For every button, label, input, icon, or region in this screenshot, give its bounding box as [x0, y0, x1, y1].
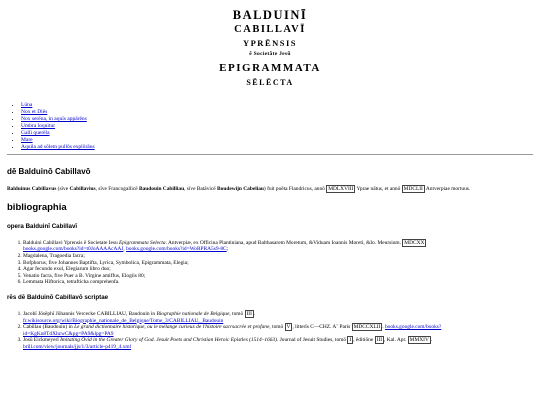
divider	[7, 154, 533, 155]
google-books-link[interactable]: books.google.com/books?id=t0JoAAAAcAAJ	[23, 246, 124, 253]
nav-link-luna[interactable]: Lūna	[21, 102, 33, 108]
google-books-link[interactable]: id=KgKn8TdXhzwC&pg=PA9&lpg=PA9	[23, 330, 114, 337]
bibliography-heading: bibliographia	[7, 202, 67, 214]
nav-link-galli[interactable]: Gallī querēla	[21, 130, 50, 136]
list-item: 3. Bofphorus, five Johannes Baptifta, Lyrica, Symbolica, Epigrammata, Elegia;	[23, 260, 533, 267]
res-list	[7, 311, 533, 351]
title-line-author: BALDUINĪ	[232, 8, 308, 22]
poem-nav-list	[7, 102, 533, 151]
nav-item[interactable]	[21, 137, 533, 144]
brill-link[interactable]: brill.com/view/journals/jjs/1/3/article-p419_4.xml	[23, 344, 132, 350]
list-item: 4. Agar fecundo exul, Elegiarum libro duo;	[23, 266, 533, 273]
list-item: 1. Jacobī Jōsēphī Jōhannis Vercecke CABILLIAU, Baudouin in Biographie nationale de Belgique, tomō III . fr.wikisource.org/wiki/Biographie_nationale_de_Belgique/Tome_3/CABILLIAU,_Baudouin	[23, 311, 533, 324]
res-heading: rēs dē Balduinō Cabillavō scriptae	[7, 293, 109, 301]
nav-item[interactable]	[21, 123, 533, 130]
title-line-work: EPIGRAMMATA	[219, 62, 321, 74]
nav-link-mare[interactable]: Mare	[21, 137, 33, 143]
title-page	[7, 8, 533, 89]
nav-item[interactable]	[21, 102, 533, 109]
nav-item[interactable]	[21, 109, 533, 116]
list-item: 2. Magdalena, Tragoedia facra;	[23, 253, 533, 260]
google-books-link[interactable]: books.google.com/books?id=WoRPRA5s9-8C	[126, 246, 227, 253]
opera-list	[7, 240, 533, 286]
nav-item[interactable]	[21, 144, 533, 151]
nav-item[interactable]	[21, 130, 533, 137]
title-line-origin: YPRĒNSIS	[242, 38, 298, 48]
list-item: 3. Josū Eickmeyerī Imitating Ovid in the Greater Glory of God. Jesuit Poets and Christian Heroic Epistles (1514–1663). Journal of Jesuit Studies, tomō I , ēditiōne III , Kal. Apr. MMXIV . brill.com/view/journals/jjs/1/3/article-p419_4.xml	[23, 337, 533, 350]
about-paragraph: Balduinus Cabillavus (sīve Cabillavius, sīve Francogallicē Baudouin Cabilliau, sīve Batāvicē Boudewijn Cabeliau) fuit poēta Flandricus, annō MDLXVIII Yprae nātus, et annō MDCLII Antverpiae mortuus.	[7, 186, 471, 193]
opera-heading: opera Balduinī Cabillavī	[7, 222, 78, 230]
title-line-selecta: SĒLĒCTA	[246, 78, 294, 87]
about-heading: dē Balduinō Cabillavō	[7, 167, 91, 176]
year-death: MDCLII	[403, 186, 423, 193]
nav-link-nox-serena[interactable]: Nox serēna, in aquīs appārēns	[21, 116, 87, 122]
title-line-surname: CABILLAVĪ	[234, 24, 306, 35]
nav-item[interactable]	[21, 116, 533, 123]
list-item: 5. Venatio facra, five Puer a B. Virgine amiffus, Elogiis 80;	[23, 273, 533, 280]
author-name: Balduinus Cabillavus	[7, 186, 57, 193]
title-line-order: ē Societāte Jesū	[249, 51, 291, 57]
year-birth: MDLXVIII	[328, 186, 354, 193]
list-item: 2. Cabillau (Baudouin) in Le grand dictionnaire historique, ou le mélange curieux de l'histoire sacrsacrée et profane, tomō V , litterīs C—CHZ. A˚ Paris MDCCXLII . books.google.com/books? id=KgKn8TdXhzwC&pg=PA9&lpg=PA9	[23, 324, 533, 337]
list-item: 6. Lemmata Hiftorica, tetrafticha comprehenfa.	[23, 279, 533, 286]
nav-link-umbra[interactable]: Umbra loquitur	[21, 123, 56, 129]
nav-link-nox-et-dies[interactable]: Nox et Diēs	[21, 109, 48, 115]
list-item: 1. Balduini Cabillavi Yprensis ē Societate Iesu Epigrammata Selecta. Antverpiæ, ex Officina Plantiniana, apud Balthasarem Moretum, &Viduam Ioannis Moreti, &Io. Meursium. MDCXX books.google.com/books?id=t0JoAAAAcAAJ, books.google.com/books?id=WoRPRA5s9-8C;	[23, 240, 533, 253]
wikisource-link[interactable]: fr.wikisource.org/wiki/Biographie_nationale_de_Belgique/Tome_3/CABILLIAU,_Baudouin	[23, 317, 224, 324]
nav-link-aquila[interactable]: Aquila ad sōlem pullōs explōrāns	[21, 144, 95, 150]
google-books-link[interactable]: books.google.com/books?	[384, 324, 442, 331]
